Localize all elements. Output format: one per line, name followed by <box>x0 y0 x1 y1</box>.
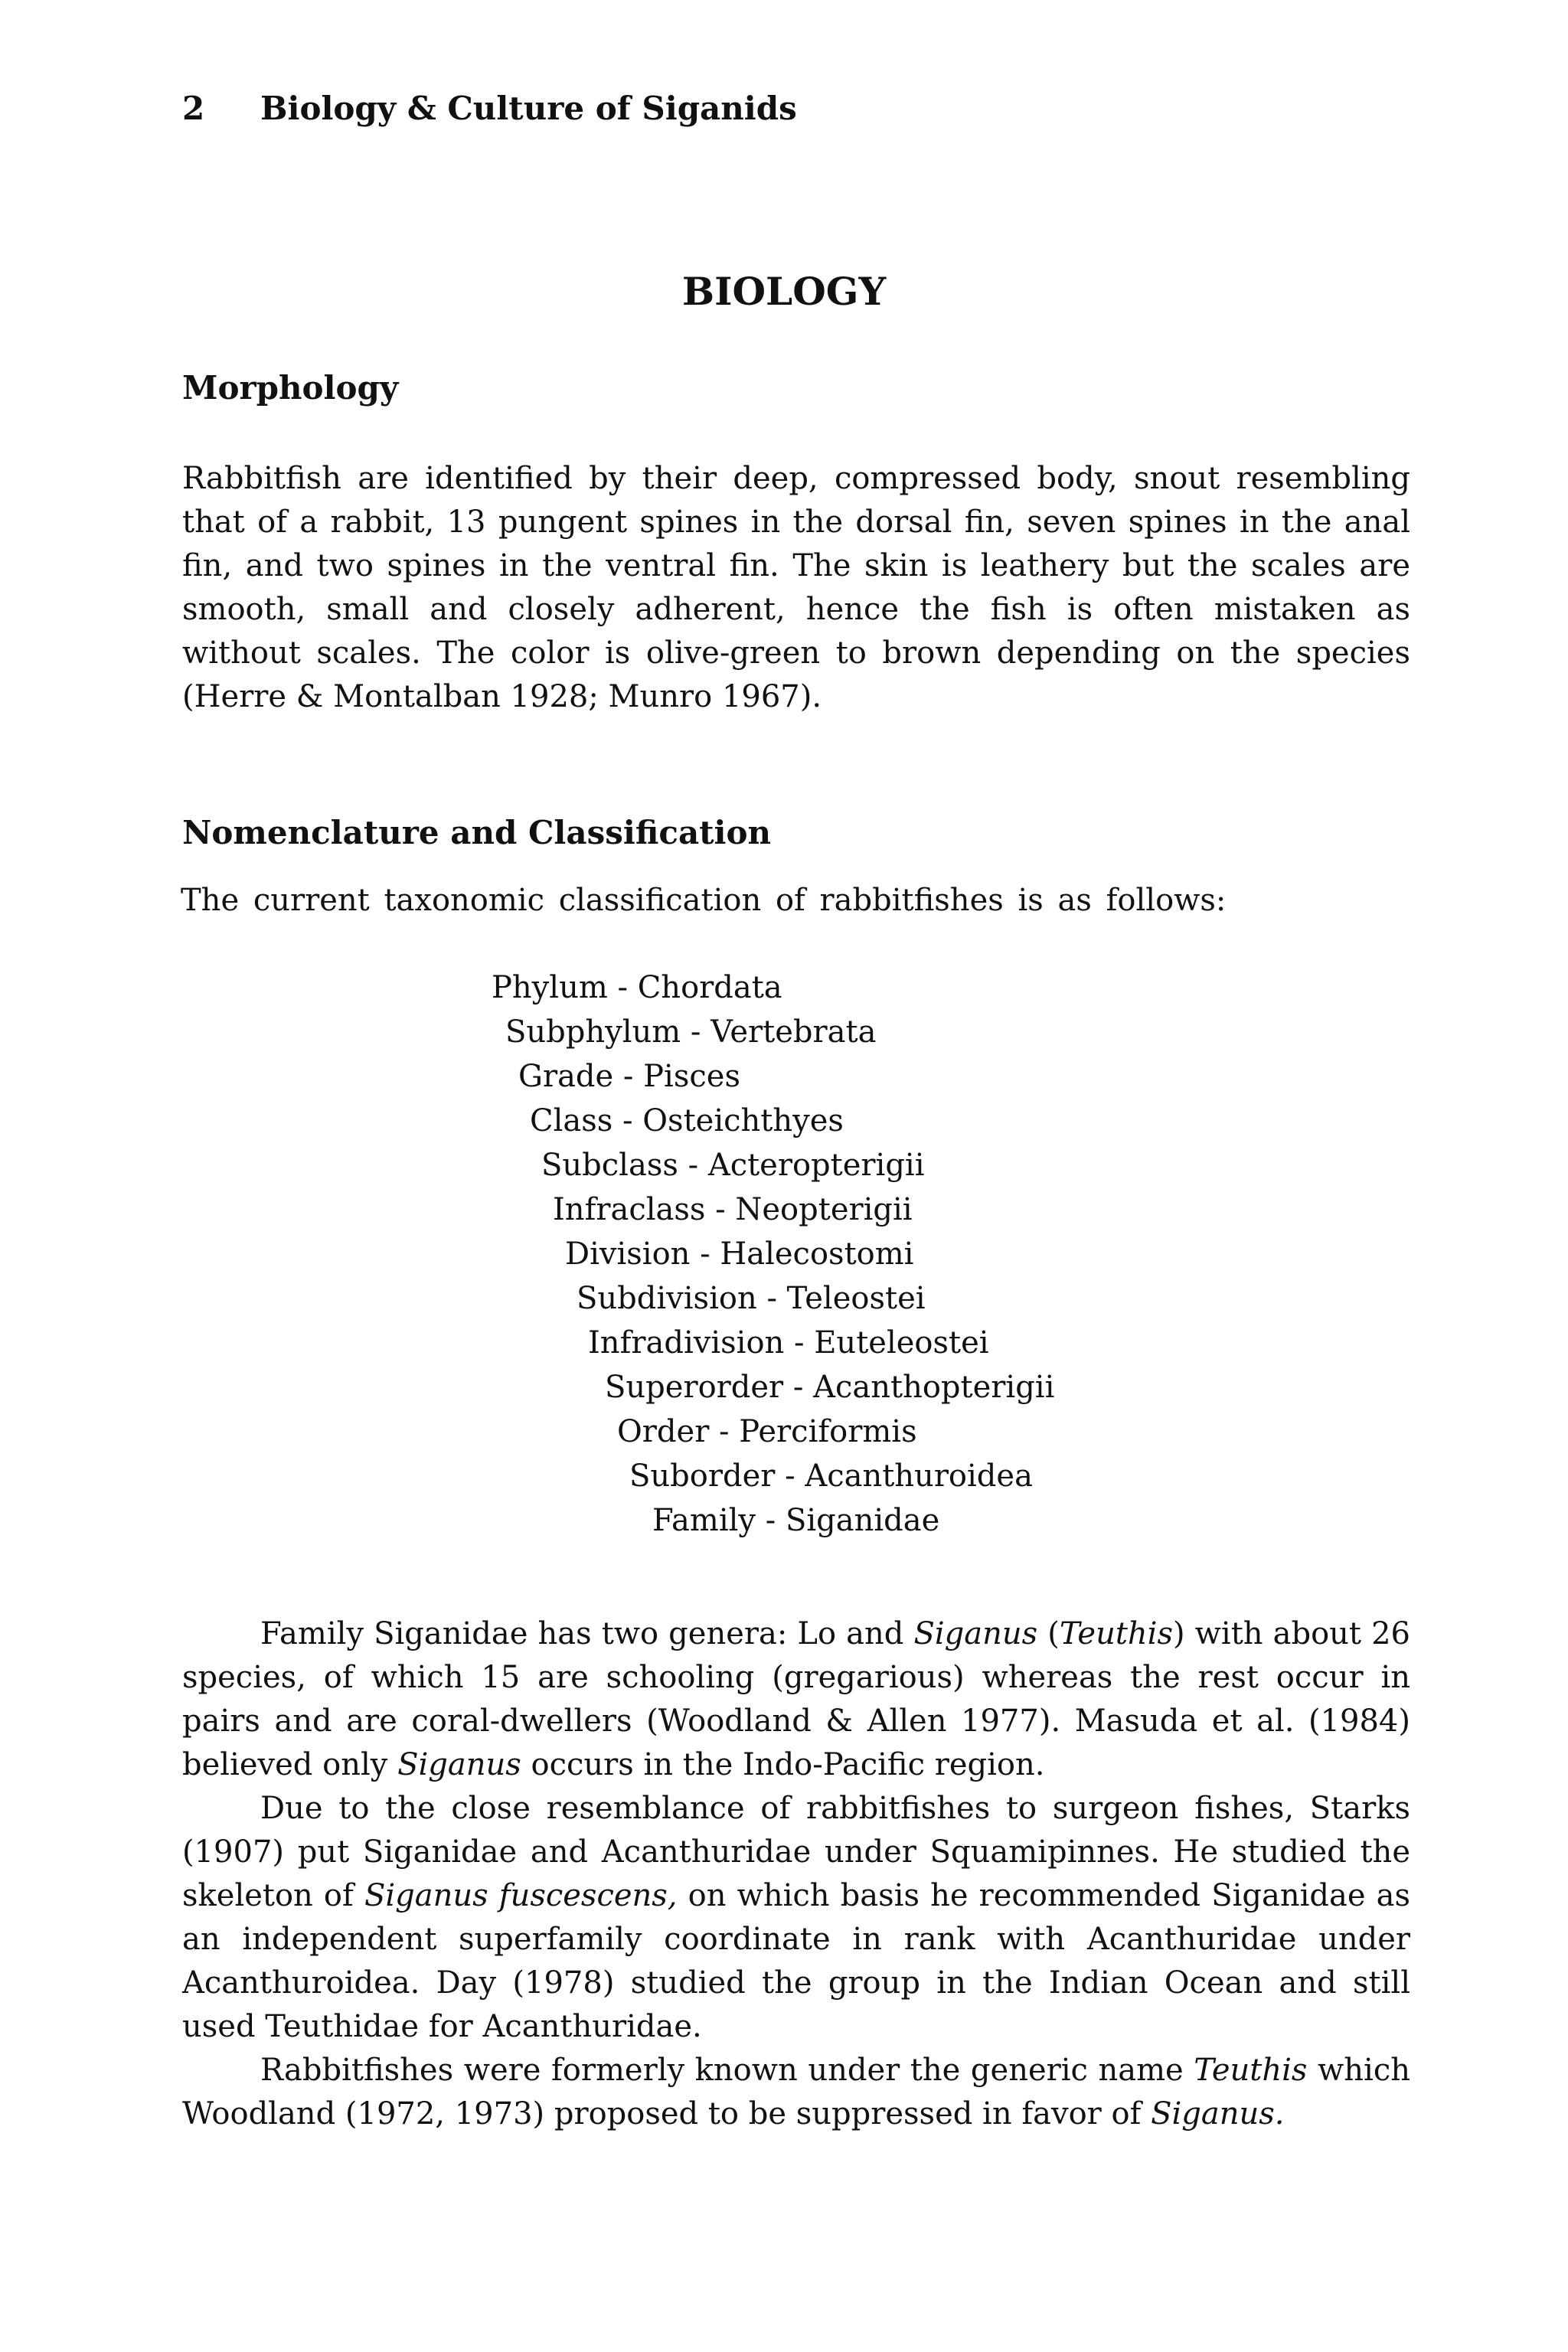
classification-heading: Nomenclature and Classification <box>182 814 772 851</box>
italic-genus: Siganus. <box>1151 2096 1285 2132</box>
taxonomy-rank: Phylum - Chordata <box>492 970 782 1005</box>
running-title: Biology & Culture of Siganids <box>260 90 797 127</box>
italic-genus: Siganus <box>397 1747 521 1782</box>
taxonomy-rank: Grade - Pisces <box>518 1059 740 1094</box>
text-run: ) with about 26 species, of which 15 are schooling (gregarious) whereas the rest occur in pairs and are coral-dwellers (Woodland & Allen 1977). Masuda et al. (1984) believed only <box>182 1616 1410 1782</box>
taxonomy-rank: Superorder - Acanthopterigii <box>605 1370 1055 1405</box>
taxonomy-rank: Class - Osteichthyes <box>530 1103 844 1138</box>
text-run: which Woodland (1972, 1973) proposed to be suppressed in favor of <box>182 2053 1410 2132</box>
page-number: 2 <box>182 90 205 127</box>
classification-intro: The current taxonomic classification of rabbitfishes is as follows: <box>181 883 1227 918</box>
taxonomy-rank: Suborder - Acanthuroidea <box>629 1459 1033 1494</box>
text-run: Rabbitfishes were formerly known under the generic name <box>260 2053 1194 2088</box>
morphology-text: Rabbitfish are identified by their deep, compressed body, snout resembling that of a rabbit, 13 pungent spines in the dorsal fin, seven spines in the anal fin, and two spines in the ventral fin. The skin is leathery but the scales are smooth, small and closely adherent, hence the fish is often mistaken as without scales. The color is olive-green to brown depending on the species (Herre & Montalban 1928; Munro 1967). <box>182 461 1410 714</box>
genera-body <box>182 1612 1410 2136</box>
text-run: on which basis he recommended Siganidae as an independent superfamily coordinate in rank with Acanthuridae under Acanthuroidea. Day (1978) studied the group in the Indian Ocean and still used Teuthidae for Acanthuridae. <box>182 1878 1411 2044</box>
morphology-paragraph <box>182 457 1410 719</box>
paragraph-genera <box>182 1612 1410 1787</box>
italic-genus: Teuthis <box>1194 2053 1308 2088</box>
taxonomy-rank: Subdivision - Teleostei <box>577 1281 926 1316</box>
paragraph-nomenclature <box>182 2049 1410 2136</box>
taxonomy-rank: Division - Halecostomi <box>565 1236 914 1272</box>
morphology-heading: Morphology <box>182 369 399 407</box>
text-run: ( <box>1037 1616 1060 1651</box>
text-run: Due to the close resemblance of rabbitfishes to surgeon fishes, Starks (1907) put Siganidae and Acanthuridae under Squamipinnes. He studied the skeleton of <box>182 1791 1410 1913</box>
taxonomy-rank: Family - Siganidae <box>652 1503 940 1538</box>
italic-genus: Teuthis <box>1059 1616 1173 1651</box>
taxonomy-rank: Infradivision - Euteleostei <box>588 1325 989 1361</box>
text-run: occurs in the Indo-Pacific region. <box>521 1747 1045 1782</box>
taxonomy-rank: Infraclass - Neopterigii <box>553 1192 913 1227</box>
chapter-title: BIOLOGY <box>681 269 887 314</box>
text-run: Family Siganidae has two genera: Lo and <box>260 1616 914 1651</box>
italic-genus: Siganus <box>913 1616 1038 1651</box>
taxonomy-rank: Subphylum - Vertebrata <box>505 1014 877 1050</box>
italic-species: Siganus fuscescens, <box>364 1878 678 1913</box>
paragraph-resemblance <box>182 1787 1410 2049</box>
taxonomy-rank: Order - Perciformis <box>617 1414 917 1449</box>
taxonomy-rank: Subclass - Acteropterigii <box>541 1148 925 1183</box>
running-header <box>182 86 797 132</box>
